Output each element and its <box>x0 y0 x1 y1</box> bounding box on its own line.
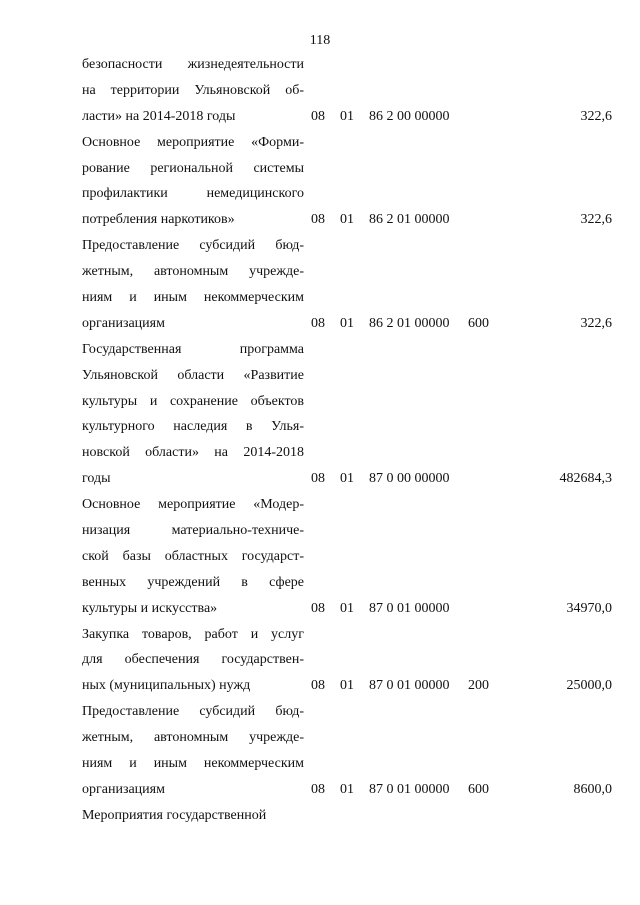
amount: 322,6 <box>580 315 612 331</box>
table-row <box>82 130 612 234</box>
row-description <box>82 492 304 621</box>
target-article-code: 87 0 01 00000 <box>369 678 450 694</box>
target-article-code: 87 0 00 00000 <box>369 471 450 487</box>
subsection-code: 01 <box>340 471 354 487</box>
description-line: организациям <box>82 781 165 797</box>
amount: 322,6 <box>580 212 612 228</box>
amount: 322,6 <box>580 108 612 124</box>
table-row <box>82 233 612 337</box>
section-code: 08 <box>311 108 325 124</box>
amount: 25000,0 <box>566 678 612 694</box>
description-line: организациям <box>82 315 165 331</box>
row-description <box>82 233 304 337</box>
section-code: 08 <box>311 212 325 228</box>
expense-type-code: 600 <box>468 781 489 797</box>
description-line: ниям и иным некоммерческим <box>82 756 304 772</box>
amount: 8600,0 <box>573 781 612 797</box>
description-line: культуры и сохранение объектов <box>82 393 304 409</box>
description-line: Основное мероприятие «Форми- <box>82 134 304 150</box>
description-line: Основное мероприятие «Модер- <box>82 497 304 513</box>
description-line: Предоставление субсидий бюд- <box>82 704 304 720</box>
subsection-code: 01 <box>340 600 354 616</box>
description-line: на территории Ульяновской об- <box>82 82 304 98</box>
table-row <box>82 622 612 700</box>
table-row <box>82 492 612 621</box>
description-line: Государственная программа <box>82 341 304 357</box>
description-line: рование региональной системы <box>82 160 304 176</box>
table-row <box>82 699 612 803</box>
description-line: культуры и искусства» <box>82 600 218 616</box>
subsection-code: 01 <box>340 315 354 331</box>
section-code: 08 <box>311 781 325 797</box>
row-description <box>82 337 304 492</box>
description-line: жетным, автономным учрежде- <box>82 730 304 746</box>
description-line: ниям и иным некоммерческим <box>82 290 304 306</box>
description-line: ской базы областных государст- <box>82 548 304 564</box>
description-line: Мероприятия государственной <box>82 807 267 823</box>
section-code: 08 <box>311 471 325 487</box>
amount: 34970,0 <box>566 600 612 616</box>
table-row <box>82 52 612 130</box>
description-line: венных учреждений в сфере <box>82 574 304 590</box>
section-code: 08 <box>311 678 325 694</box>
amount: 482684,3 <box>559 471 612 487</box>
description-line: безопасности жизнедеятельности <box>82 57 304 72</box>
target-article-code: 87 0 01 00000 <box>369 600 450 616</box>
target-article-code: 86 2 00 00000 <box>369 108 450 124</box>
description-line: для обеспечения государствен- <box>82 652 304 668</box>
subsection-code: 01 <box>340 781 354 797</box>
subsection-code: 01 <box>340 108 354 124</box>
section-code: 08 <box>311 600 325 616</box>
description-line: ласти» на 2014-2018 годы <box>82 108 236 124</box>
row-description <box>82 130 304 234</box>
description-line: потребления наркотиков» <box>82 212 235 228</box>
page-number: 118 <box>309 33 331 48</box>
row-description <box>82 52 304 130</box>
target-article-code: 87 0 01 00000 <box>369 781 450 797</box>
expense-type-code: 200 <box>468 678 489 694</box>
row-description <box>82 622 304 700</box>
section-code: 08 <box>311 315 325 331</box>
subsection-code: 01 <box>340 212 354 228</box>
description-line: новской области» на 2014-2018 <box>82 445 304 461</box>
description-line: профилактики немедицинского <box>82 186 304 202</box>
row-description <box>82 803 304 829</box>
description-line: Ульяновской области «Развитие <box>82 367 304 383</box>
table-row <box>82 337 612 492</box>
description-line: годы <box>82 471 111 487</box>
description-line: Предоставление субсидий бюд- <box>82 238 304 254</box>
expense-type-code: 600 <box>468 315 489 331</box>
description-line: ных (муниципальных) нужд <box>82 678 251 694</box>
subsection-code: 01 <box>340 678 354 694</box>
description-line: низация материально-техниче- <box>82 523 304 539</box>
description-line: культурного наследия в Улья- <box>82 419 304 435</box>
description-line: жетным, автономным учрежде- <box>82 264 304 280</box>
budget-table <box>82 52 612 829</box>
target-article-code: 86 2 01 00000 <box>369 212 450 228</box>
description-line: Закупка товаров, работ и услуг <box>82 626 304 642</box>
target-article-code: 86 2 01 00000 <box>369 315 450 331</box>
table-row <box>82 803 612 829</box>
row-description <box>82 699 304 803</box>
